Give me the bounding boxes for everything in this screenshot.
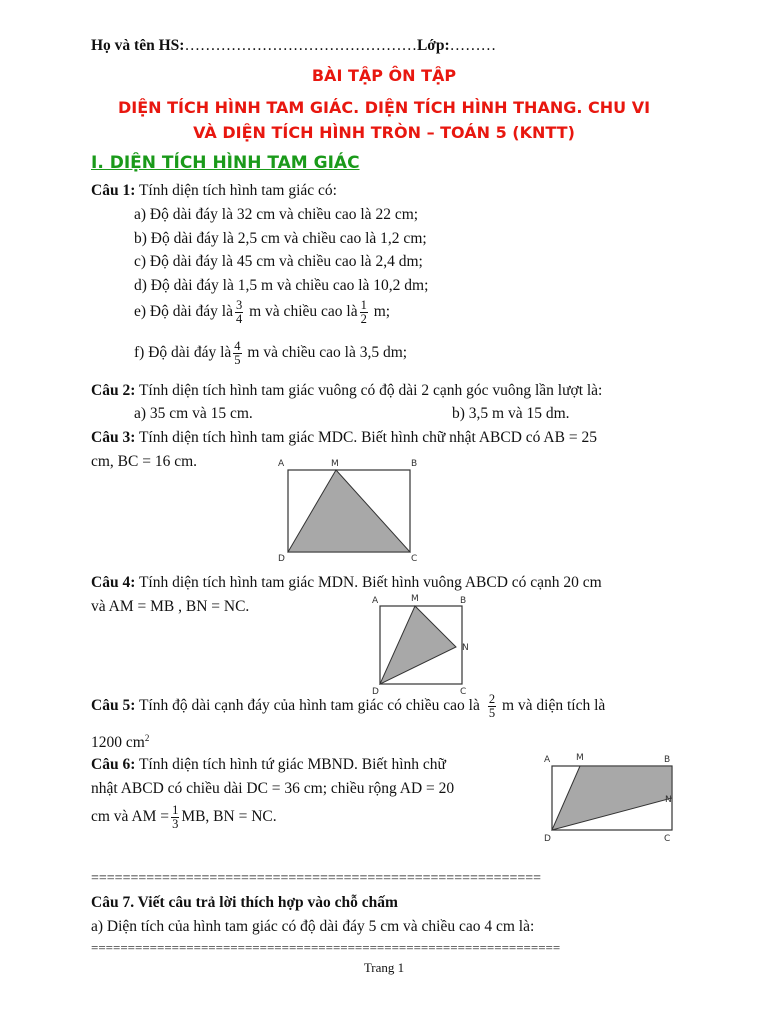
fraction-denominator: 5 <box>234 353 241 367</box>
q6-text-3-post: MB, BN = NC. <box>181 808 277 826</box>
point-a-label: A <box>278 459 285 469</box>
point-c-label: C <box>460 687 467 697</box>
title-line-3: VÀ DIỆN TÍCH HÌNH TRÒN – TOÁN 5 (KNTT) <box>193 123 575 142</box>
q5-fraction <box>488 693 496 720</box>
fraction-denominator: 5 <box>488 706 496 720</box>
name-label: Họ và tên HS: <box>91 37 185 54</box>
fraction-numerator: 3 <box>236 298 243 312</box>
separator-line-1: ========================================================= <box>91 871 542 886</box>
q6-text-1: Tính diện tích hình tứ giác MBND. Biết hình chữ <box>135 756 446 773</box>
q3-prompt-line-2: cm, BC = 16 cm. <box>91 453 198 470</box>
q1-e-fraction-1 <box>235 299 243 326</box>
q1-e-pre: e) Độ dài đáy là <box>134 303 233 321</box>
q4-prompt-line-1 <box>91 574 602 592</box>
q5-text-3: 1200 cm <box>91 734 145 752</box>
q2-label: Câu 2: <box>91 382 136 399</box>
point-b-label: B <box>664 755 671 765</box>
title-line-1: BÀI TẬP ÔN TẬP <box>311 66 457 85</box>
q5-prompt-line-1 <box>91 693 605 720</box>
q6-fraction <box>171 804 179 831</box>
q5-label: Câu 5: <box>91 697 136 715</box>
q2-item-b: b) 3,5 m và 15 dm. <box>452 405 570 422</box>
q1-item-d: d) Độ dài đáy là 1,5 m và chiều cao là 10,2 dm; <box>134 277 429 294</box>
point-c-label: C <box>411 554 418 564</box>
q4-label: Câu 4: <box>91 574 136 591</box>
q6-label: Câu 6: <box>91 756 136 773</box>
q3-text-1: Tính diện tích hình tam giác MDC. Biết hình chữ nhật ABCD có AB = 25 <box>135 429 597 446</box>
point-m-label: M <box>576 753 584 763</box>
q2-text: Tính diện tích hình tam giác vuông có độ dài 2 cạnh góc vuông lần lượt là: <box>135 382 603 399</box>
class-label: Lớp: <box>416 37 450 54</box>
student-info-line <box>91 37 496 55</box>
q1-prompt <box>91 182 337 200</box>
quadrilateral-mbnd <box>552 766 672 830</box>
q2-prompt <box>91 382 602 400</box>
q1-item-e <box>134 299 390 326</box>
q1-item-a: a) Độ dài đáy là 32 cm và chiều cao là 22 cm; <box>134 206 419 223</box>
triangle-mdc <box>288 470 410 552</box>
q6-rectangle-figure <box>540 748 690 848</box>
point-c-label: C <box>664 834 671 844</box>
q3-label: Câu 3: <box>91 429 136 446</box>
fraction-denominator: 2 <box>360 312 367 326</box>
q6-text-3-pre: cm và AM = <box>91 808 170 826</box>
q3-rectangle-figure <box>276 455 426 565</box>
point-a-label: A <box>544 755 551 765</box>
title-line-2: DIỆN TÍCH HÌNH TAM GIÁC. DIỆN TÍCH HÌNH THANG. CHU VI <box>117 98 651 117</box>
fraction-denominator: 3 <box>172 817 179 831</box>
point-b-label: B <box>460 596 467 606</box>
q1-item-c: c) Độ dài đáy là 45 cm và chiều cao là 2,4 dm; <box>134 253 423 270</box>
q1-text: Tính diện tích hình tam giác có: <box>135 182 337 199</box>
fraction-numerator: 2 <box>488 692 496 706</box>
triangle-mdn <box>380 606 456 684</box>
q1-f-post: m và chiều cao là 3,5 dm; <box>243 344 408 362</box>
q1-f-pre: f) Độ dài đáy là <box>134 344 232 362</box>
q1-e-post: m; <box>369 303 391 321</box>
point-m-label: M <box>411 594 419 604</box>
q5-superscript: 2 <box>144 733 150 743</box>
point-a-label: A <box>372 596 379 606</box>
q1-e-mid: m và chiều cao là <box>245 303 358 321</box>
q7-heading: Câu 7. Viết câu trả lời thích hợp vào chỗ chấm <box>91 894 398 911</box>
q7-item-a: a) Diện tích của hình tam giác có độ dài đáy 5 cm và chiều cao 4 cm là: <box>91 918 535 935</box>
q1-item-f <box>134 340 407 367</box>
q6-prompt-line-1 <box>91 756 446 774</box>
point-m-label: M <box>331 459 339 469</box>
name-dots: ……………………………………… <box>184 37 417 54</box>
q5-text-2: m và diện tích là <box>498 697 606 715</box>
page-number: Trang 1 <box>363 960 405 975</box>
q1-f-fraction <box>233 340 241 367</box>
point-n-label: N <box>462 643 469 653</box>
q4-square-figure <box>370 592 480 698</box>
point-d-label: D <box>278 554 285 564</box>
q4-prompt-line-2: và AM = MB , BN = NC. <box>91 598 250 615</box>
q5-text-1: Tính độ dài cạnh đáy của hình tam giác có chiều cao là <box>135 697 480 715</box>
section-heading: I. DIỆN TÍCH HÌNH TAM GIÁC <box>91 153 360 173</box>
q2-item-a: a) 35 cm và 15 cm. <box>134 405 253 422</box>
q6-prompt-line-3 <box>91 804 277 831</box>
point-d-label: D <box>544 834 551 844</box>
point-b-label: B <box>411 459 418 469</box>
point-n-label: N <box>665 795 672 805</box>
q5-prompt-line-2 <box>91 733 149 752</box>
class-dots: ……… <box>449 37 497 54</box>
q1-e-fraction-2 <box>360 299 368 326</box>
fraction-denominator: 4 <box>236 312 243 326</box>
q6-prompt-line-2: nhật ABCD có chiều dài DC = 36 cm; chiều rộng AD = 20 <box>91 780 455 797</box>
q3-prompt-line-1 <box>91 429 597 447</box>
fraction-numerator: 1 <box>172 803 179 817</box>
q1-item-b: b) Độ dài đáy là 2,5 cm và chiều cao là 1,2 cm; <box>134 230 427 247</box>
fraction-numerator: 4 <box>234 339 241 353</box>
separator-line-2: ================================================================ <box>91 940 561 955</box>
q1-label: Câu 1: <box>91 182 136 199</box>
q4-text-1: Tính diện tích hình tam giác MDN. Biết hình vuông ABCD có cạnh 20 cm <box>135 574 602 591</box>
point-d-label: D <box>372 687 379 697</box>
fraction-numerator: 1 <box>360 298 367 312</box>
